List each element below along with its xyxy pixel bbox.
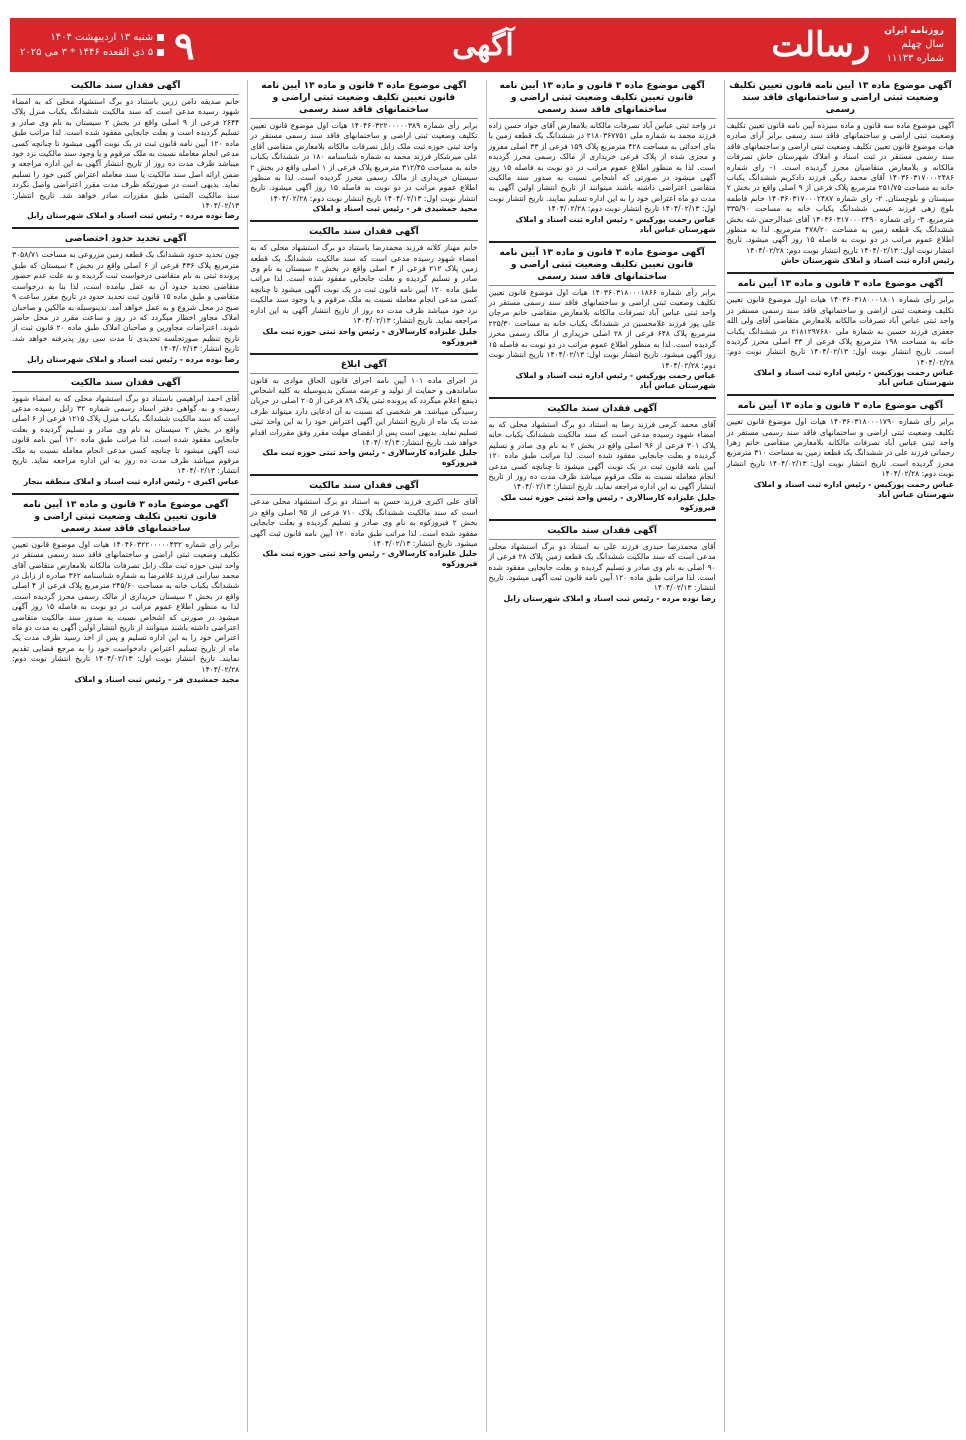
notice-title: آگهی فقدان سند مالکیت [489, 525, 716, 540]
notice [489, 80, 716, 235]
notice-title: آگهی موضوع ماده ۳ قانون و ماده ۱۳ آیین نامه [727, 278, 954, 293]
notice [727, 278, 954, 388]
divider [250, 353, 477, 355]
divider [12, 493, 239, 495]
newspaper-logo: رسالت [771, 25, 871, 65]
notice [12, 499, 239, 685]
section-title: آگهی [452, 27, 514, 63]
notice-signature: رضا نوده مرده - رئیس ثبت اسناد و املاک شهرستان زابل [27, 354, 240, 364]
notice-title: آگهی موضوع ماده ۳ قانون و ماده ۱۳ آیین نامه قانون تعیین تکلیف وضعیت ثبتی اراضی و ساختمانهای فاقد سند رسمی [489, 80, 716, 119]
notice-signature: رضا نوده مرده - رئیس ثبت اسناد و املاک شهرستان زابل [503, 593, 716, 603]
notice [489, 525, 716, 604]
notice-body: برابر رأی شماره ۱۴۰۴۶۰۳۲۲۰۰۰۰۰۳۸۹ هیات اول موضوع قانون تعیین تکلیف وضعیت ثبتی اراضی و ساختمانهای فاقد سند رسمی مستقر در واحد ثبتی حوزه ثبت ملک زابل تصرفات مالکانه بلامعارض متقاضی آقای علی میرشکار فرزند محمد به شماره شناسنامه ۱۸۰ در ششدانگ یکباب خانه به مساحت ۳۱۲/۴۵ مترمربع پلاک فرعی از ۱ اصلی واقع در بخش ۲ سیستان خریداری از مالک رسمی محرز گردیده است. لذا به منظور اطلاع عموم مراتب در دو نوبت به فاصله ۱۵ روز آگهی میشود. تاریخ انتشار نوبت اول: ۱۴۰۴/۰۲/۱۳ تاریخ انتشار نوبت دوم: ۱۴۰۴/۰۲/۲۸ [250, 121, 478, 203]
column-1 [724, 80, 956, 1432]
notice-body: برابر رأی شماره ۱۴۰۳۶۰۳۱۸۰۰۰۱۸۰۱ هیات اول موضوع قانون تعیین تکلیف وضعیت ثبتی اراضی و ساختمانهای فاقد سند رسمی مستقر در واحد ثبتی عباس آباد تصرفات مالکانه بلامعارض متقاضی آقای ولی الله جعفری فرزند حسین به شماره ملی ۲۱۸۱۲۹۷۶۸۰ در ششدانگ یکباب خانه به مساحت ۱۹۸ مترمربع پلاک فرعی از ۳۳ اصلی محرز گردیده است. تاریخ انتشار نوبت اول: ۱۴۰۴/۰۲/۱۳ تاریخ انتشار نوبت دوم: ۱۴۰۴/۰۲/۲۸ [726, 295, 954, 367]
page-number: ۹ [174, 22, 195, 68]
notice [12, 233, 239, 364]
notice-title: آگهی موضوع ماده ۳ قانون و ماده ۱۳ آیین نامه قانون تعیین تکلیف وضعیت ثبتی اراضی و ساختمانهای فاقد سند رسمی [489, 247, 716, 286]
notice [489, 403, 716, 513]
notice-signature: جلیل علیزاده کارسالاری - رئیس واحد ثبتی حوزه ثبت ملک فیروزکوه [262, 448, 478, 468]
divider [489, 519, 716, 521]
notice [12, 80, 239, 221]
notice [727, 80, 954, 266]
notice-title: آگهی فقدان سند مالکیت [250, 226, 477, 241]
notice-title: آگهی موضوع ماده ۱۳ آیین نامه قانون تعیین تکلیف وضعیت ثبتی اراضی و ساختمانهای فاقد سند رسمی [727, 80, 954, 119]
masthead [10, 18, 956, 72]
notice-signature: رضا نوده مرده - رئیس ثبت اسناد و املاک شهرستان زابل [27, 211, 240, 221]
notice-body: خانم صدیقه دامن زرین باستناد دو برگ استشهاد محلی که به امضاء شهود رسیده مدعی است که سند مالکیت ششدانگ یکباب منزل پلاک ۲۶۴۴ فرعی از ۹ اصلی واقع در بخش ۲ سیستان به نام وی صادر و تسلیم گردیده است و بعلت جابجایی مفقود شده است. لذا مراتب طبق ماده ۱۲۰ آیین نامه قانون ثبت در یک نوبت آگهی میشود تا چنانچه کسی مدعی انجام معامله نسبت به ملک مرقوم و یا وجود سند مالکیت نزد خود میباشد ظرف مدت ده روز از تاریخ انتشار آگهی به این اداره مراجعه و ضمن ارائه اصل سند مالکیت یا سند معامله اعتراض کتبی خود را تسلیم نماید. بدیهی است در صورتیکه ظرف مدت مقرر اعتراضی واصل نگردد سند مالکیت المثنی طبق مقررات صادر خواهد شد. تاریخ انتشار: ۱۴۰۴/۰۲/۱۳ [12, 97, 240, 211]
divider [12, 227, 239, 229]
notice-body: خانم مهناز کلانه فرزند محمدرضا باستناد دو برگ استشهاد محلی که به امضاء شهود رسیده مدعی است که سند مالکیت ششدانگ یک قطعه زمین پلاک ۲۱۲ فرعی از ۳ اصلی واقع در بخش ۲ سیستان به نام وی صادر و تسلیم گردیده و بعلت جابجایی مفقود شده است. لذا مراتب طبق ماده ۱۲۰ آیین نامه قانون ثبت در یک نوبت آگهی میشود تا چنانچه کسی مدعی انجام معامله نسبت به ملک مرقوم و یا وجود سند مالکیت نزد خود میباشد ظرف مدت ده روز از تاریخ انتشار آگهی به این اداره مراجعه نماید. تاریخ انتشار: ۱۴۰۴/۰۲/۱۳ [250, 243, 478, 326]
paper-label: روزنامه ایران [884, 26, 944, 36]
column-4 [10, 80, 241, 1432]
notice-body: آقای علی اکبری فرزند حسن به استناد دو برگ استشهاد محلی مدعی است که سند مالکیت ششدانگ پلاک ۷۱۰ فرعی از ۹۵ اصلی واقع در بخش ۲ فیروزکوه به نام وی صادر و تسلیم گردیده و بعلت جابجایی مفقود شده است. لذا مراتب طبق ماده ۱۲۰ آیین نامه قانون ثبت آگهی میشود. تاریخ انتشار: ۱۴۰۴/۰۲/۱۳ [250, 497, 478, 548]
notice-signature: عباس رحمت پورکیس - رئیس اداره ثبت اسناد و املاک شهرستان عباس آباد [753, 479, 954, 499]
notice-title: آگهی موضوع ماده ۳ قانون و ماده ۱۳ آیین نامه قانون تعیین تکلیف وضعیت ثبتی اراضی و ساختمانهای فاقد سند رسمی [250, 80, 477, 119]
notice [727, 400, 954, 499]
notice-body: در اجرای ماده ۱۰۱ آیین نامه اجرای قانون الحاق موادی به قانون ساماندهی و حمایت از تولید و عرضه مسکن بدینوسیله به کلیه اشخاص ذینفع اعلام میگردد که پرونده ثبتی پلاک ۸۹ فرعی از ۲۰۵ اصلی در جریان رسیدگی میباشد. هر شخصی که نسبت به آن ادعایی دارد میتواند ظرف مدت یک ماه از تاریخ انتشار این آگهی اعتراض خود را به این واحد ثبتی تسلیم نماید. بدیهی است پس از انقضای مهلت مقرر وفق مقررات اقدام خواهد شد. تاریخ انتشار: ۱۴۰۴/۰۲/۱۳ [250, 375, 478, 447]
notice [250, 80, 477, 214]
masthead-date [10, 23, 195, 68]
notice [12, 377, 239, 487]
issue-meta [884, 24, 944, 66]
notice-title: آگهی ابلاغ [250, 359, 477, 374]
notice-signature: جلیل علیزاده کارسالاری - رئیس واحد ثبتی حوزه ثبت ملک فیروزکوه [262, 326, 478, 346]
notice-title: آگهی موضوع ماده ۳ قانون و ماده ۱۳ آیین نامه [727, 400, 954, 415]
notice-signature: عباس اکبری - رئیس اداره ثبت اسناد و املاک منطقه بنجار [23, 476, 240, 486]
notice-signature: رئیس اداره ثبت اسناد و املاک شهرستان خاش [781, 256, 954, 266]
notice [489, 247, 716, 391]
date-solar: شنبه ۱۳ اردیبهشت ۱۴۰۴ [50, 32, 154, 43]
notice-title: آگهی موضوع ماده ۳ قانون و ماده ۱۳ آیین نامه قانون تعیین تکلیف وضعیت ثبتی اراضی و ساختمانهای فاقد سند رسمی [12, 499, 239, 538]
notice-signature: جلیل علیزاده کارسالاری - رئیس واحد ثبتی حوزه ثبت ملک فیروزکوه [262, 549, 478, 569]
masthead-brand [771, 24, 956, 66]
notice-body: در واحد ثبتی عباس آباد تصرفات مالکانه بلامعارض آقای جواد حسن زاده فرزند محمد به شماره ملی ۲۱۸۰۳۶۷۷۵۱ در ششدانگ یک قطعه زمین با بنای احداثی به مساحت ۴۲۸ مترمربع پلاک ۱۵۹ فرعی از ۳۳ اصلی مفروز و مجزی شده از پلاک فرعی خریداری از مالک رسمی محرز گردیده است. لذا به منظور اطلاع عموم مراتب در دو نوبت به فاصله ۱۵ روز آگهی میشود در صورتی که اشخاص نسبت به صدور سند مالکیت متقاضی اعتراضی داشته باشند میتوانند از تاریخ انتشار اولین آگهی به مدت دو ماه اعتراض خود را به این اداره تسلیم نمایند. تاریخ انتشار نوبت اول: ۱۴۰۴/۰۲/۱۳ تاریخ انتشار نوبت دوم: ۱۴۰۴/۰۲/۲۸ [488, 121, 716, 214]
dates-block [20, 30, 164, 60]
notice-signature: عباس رحمت پورکیس - رئیس اداره ثبت اسناد و املاک شهرستان عباس آباد [515, 370, 716, 390]
divider [250, 220, 477, 222]
column-3 [247, 80, 479, 1432]
divider [12, 371, 239, 373]
column-2 [486, 80, 718, 1432]
date-hijri-greg: ۵ ذی القعده ۱۴۴۶ * ۳ می ۲۰۲۵ [20, 47, 154, 58]
notice-title: آگهی فقدان سند مالکیت [489, 403, 716, 418]
notice [250, 480, 477, 569]
notice-body: برابر رأی شماره ۱۴۰۳۶۰۳۱۸۰۰۰۱۸۶۶ هیات اول موضوع قانون تعیین تکلیف وضعیت ثبتی اراضی و ساختمانهای فاقد سند رسمی مستقر در واحد ثبتی عباس آباد تصرفات مالکانه بلامعارض متقاضی خانم مرجان علی پور فرزند غلامحسین در ششدانگ یکباب خانه به مساحت ۲۲۵/۳۰ مترمربع پلاک ۶۴۸ فرعی از ۲۸ اصلی خریداری از مالک رسمی محرز گردیده است. لذا به منظور اطلاع عموم مراتب در دو نوبت به فاصله ۱۵ روز آگهی میشود. تاریخ انتشار نوبت اول: ۱۴۰۴/۰۲/۱۳ تاریخ انتشار نوبت دوم: ۱۴۰۴/۰۲/۲۸ [488, 287, 716, 370]
notice-title: آگهی فقدان سند مالکیت [12, 377, 239, 392]
notice-body: برابر رأی شماره ۱۴۰۴۶۰۳۲۲۰۰۰۰۰۴۳۲ هیات اول موضوع قانون تعیین تکلیف وضعیت ثبتی اراضی و ساختمانهای فاقد سند رسمی مستقر در واحد ثبتی حوزه ثبت ملک زابل تصرفات مالکانه بلامعارض متقاضی آقای محمد سارانی فرزند غلامرضا به شماره شناسنامه ۳۶۲ صادره از زابل در ششدانگ یکباب خانه به مساحت ۲۴۵/۶۰ مترمربع پلاک فرعی از ۴ اصلی واقع در بخش ۲ سیستان خریداری از مالک رسمی محرز گردیده است. لذا به منظور اطلاع عموم مراتب در دو نوبت به فاصله ۱۵ روز آگهی میشود در صورتی که اشخاص نسبت به صدور سند مالکیت متقاضی اعتراضی داشته باشند میتوانند از تاریخ انتشار اولین آگهی به مدت دو ماه اعتراض خود را به این اداره تسلیم و پس از اخذ رسید ظرف مدت یک ماه از تاریخ تسلیم اعتراض دادخواست خود را به مرجع قضایی تقدیم نمایند. تاریخ انتشار نوبت اول: ۱۴۰۴/۰۲/۱۳ تاریخ انتشار نوبت دوم: ۱۴۰۴/۰۲/۲۸ [12, 539, 240, 674]
notice-title: آگهی فقدان سند مالکیت [250, 480, 477, 495]
notice-signature: مجید جمشیدی فر - رئیس ثبت اسناد و املاک [312, 204, 478, 214]
divider [489, 397, 716, 399]
notice-title: آگهی تحدید حدود اختصاصی [12, 233, 239, 248]
notice-body: چون تحدید حدود ششدانگ یک قطعه زمین مزروعی به مساحت ۳۰۵۸/۷۱ مترمربع پلاک ۴۳۶ فرعی از ۶ اصلی واقع در بخش ۴ سیستان که طبق پرونده ثبتی به نام متقاضی درخواست ثبت گردیده و به علت عدم حضور متقاضی تحدید حدود آن به عمل نیامده است، لذا بنا به درخواست متقاضی و طبق ماده ۱۵ قانون ثبت تحدید حدود در تاریخ مقرر ساعت ۹ صبح در محل شروع و به عمل خواهد آمد. بدینوسیله به مالکین و صاحبان املاک مجاور اخطار میگردد که در روز و ساعت مقرر در محل حاضر شوند. اعتراضات مجاورین و صاحبان املاک طبق ماده ۲۰ قانون ثبت از تاریخ تنظیم صورتجلسه تحدیدی تا مدت سی روز پذیرفته خواهد شد. تاریخ انتشار: ۱۴۰۴/۰۲/۱۳ [12, 250, 240, 354]
notice-body: آقای محمدرضا حیدری فرزند علی به استناد دو برگ استشهاد محلی مدعی است که سند مالکیت ششدانگ یک قطعه زمین پلاک ۲۸ فرعی از ۹۰ اصلی به نام وی صادر و تسلیم گردیده و بعلت جابجایی مفقود شده است. لذا مراتب طبق ماده ۱۲۰ آیین نامه قانون ثبت آگهی میشود. تاریخ انتشار: ۱۴۰۴/۰۲/۱۳ [488, 541, 716, 593]
notice-body: آقای محمد کرمی فرزند رضا به استناد دو برگ استشهاد محلی که به امضاء شهود رسیده مدعی است که سند مالکیت ششدانگ یکباب خانه پلاک ۳۰۱ فرعی از ۹۶ اصلی واقع در بخش ۲ به نام وی صادر و تسلیم گردیده و بعلت جابجایی مفقود شده است. لذا مراتب طبق ماده ۱۲۰ آیین نامه قانون ثبت در یک نوبت آگهی میشود تا چنانچه کسی مدعی انجام معامله نسبت به ملک مرقوم میباشد ظرف مدت ده روز از تاریخ انتشار آگهی به این اداره مراجعه نماید. تاریخ انتشار: ۱۴۰۴/۰۲/۱۳ [488, 419, 716, 492]
divider [727, 394, 954, 396]
bullet-square-icon [157, 34, 164, 41]
issue-label: شماره ۱۱۱۳۳ [886, 53, 944, 64]
notice-signature: عباس رحمت پورکیس - رئیس اداره ثبت اسناد و املاک شهرستان عباس آباد [753, 368, 954, 388]
notice-body: برابر رأی شماره ۱۴۰۳۶۰۳۱۸۰۰۰۱۷۹۰ هیات اول موضوع قانون تعیین تکلیف وضعیت ثبتی اراضی و ساختمانهای فاقد سند رسمی مستقر در واحد ثبتی عباس آباد تصرفات مالکانه بلامعارض متقاضی خانم زهرا رحمانی فرزند علی در ششدانگ یک قطعه زمین به مساحت ۳۱۰ مترمربع محرز گردیده است. تاریخ انتشار نوبت اول: ۱۴۰۴/۰۲/۱۳ تاریخ انتشار نوبت دوم: ۱۴۰۴/۰۲/۲۸ [726, 417, 954, 479]
divider [489, 241, 716, 243]
notice [250, 359, 477, 469]
ads-columns [10, 80, 956, 1432]
divider [250, 474, 477, 476]
year-label: سال چهلم [901, 39, 944, 50]
notice-signature: عباس رحمت پورکیس - رئیس اداره ثبت اسناد و املاک شهرستان عباس آباد [515, 214, 716, 234]
notice-title: آگهی فقدان سند مالکیت [12, 80, 239, 95]
notice-signature: جلیل علیزاده کارسالاری - رئیس واحد ثبتی حوزه ثبت ملک فیروزکوه [500, 492, 716, 512]
notice-body: آقای احمد ابراهیمی باستناد دو برگ استشهاد محلی که به امضاء شهود رسیده و به گواهی دفتر اسناد رسمی شماره ۳۲ زابل رسیده مدعی است که سند مالکیت ششدانگ یکباب منزل پلاک ۱۲۱۵ فرعی از ۶ اصلی واقع در بخش ۲ سیستان به نام وی صادر و تسلیم گردیده و بعلت جابجایی مفقود شده است. لذا مراتب طبق ماده ۱۲۰ آیین نامه قانون ثبت آگهی میشود تا چنانچه کسی مدعی انجام معامله نسبت به ملک مرقوم میباشد ظرف مدت ده روز به این اداره مراجعه نماید. تاریخ انتشار: ۱۴۰۴/۰۲/۱۳ [12, 393, 240, 476]
notice [250, 226, 477, 346]
bullet-square-icon [157, 49, 164, 56]
notice-signature: مجید جمشیدی فر - رئیس ثبت اسناد و املاک [74, 675, 240, 685]
divider [727, 272, 954, 274]
notice-body: آگهی موضوع ماده سه قانون و ماده سیزده آیین نامه قانون تعیین تکلیف وضعیت ثبتی اراضی و ساختمانهای فاقد سند رسمی برابر آرای صادره هیات موضوع قانون تعیین تکلیف وضعیت ثبتی اراضی و ساختمانهای فاقد سند رسمی مستقر در ثبت اسناد و املاک شهرستان خاش تصرفات مالکانه و بلامعارض متقاضیان محرز گردیده است. ۱- رای شماره ۱۴۰۳۶۰۳۱۷۰۰۰۲۴۸۶ آقای محمد ریگی فرزند دادکریم ششدانگ یکباب خانه به مساحت ۲۵۱/۷۵ مترمربع پلاک فرعی از ۹ اصلی واقع در بخش ۲ سیستان و بلوچستان. ۲- رای شماره ۱۴۰۳۶۰۳۱۷۰۰۰۲۴۸۷ خانم فاطمه بلوچ زهی فرزند عیسی ششدانگ یکباب خانه به مساحت ۳۳۵/۹۰ مترمربع. ۳- رای شماره ۱۴۰۳۶۰۳۱۷۰۰۰۲۴۹۰ آقای عبدالرحمن شه بخش ششدانگ یک قطعه زمین به مساحت ۴۷۸/۲۰ مترمربع. لذا به منظور اطلاع عموم مراتب در دو نوبت به فاصله ۱۵ روز آگهی میشود. تاریخ انتشار نوبت اول: ۱۴۰۴/۰۲/۱۳ تاریخ انتشار نوبت دوم: ۱۴۰۴/۰۲/۲۸ [726, 121, 954, 255]
